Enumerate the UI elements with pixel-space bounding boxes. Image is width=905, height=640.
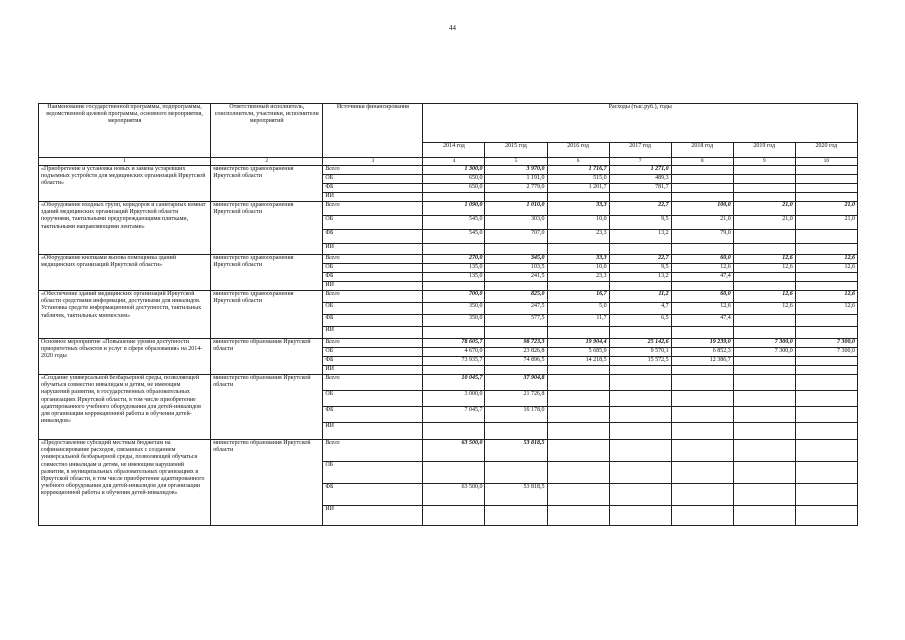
amount-cell — [547, 391, 609, 407]
amount-cell: 74 896,5 — [485, 357, 547, 366]
amount-cell: 22,7 — [609, 255, 671, 264]
amount-cell: 345,0 — [485, 255, 547, 264]
amount-cell: 781,7 — [609, 184, 671, 193]
amount-cell: 4 670,0 — [423, 348, 485, 357]
funding-source: ОБ — [323, 216, 423, 230]
amount-cell — [733, 184, 795, 193]
funding-source: ИИ — [323, 193, 423, 202]
amount-cell — [547, 244, 609, 255]
header-year: 2017 год — [609, 143, 671, 158]
amount-cell — [795, 440, 857, 462]
funding-source: Всего — [323, 375, 423, 391]
header-column-number: 6 — [547, 158, 609, 166]
page-number: 44 — [449, 24, 456, 32]
amount-cell: 10 045,7 — [423, 375, 485, 391]
funding-source: ОБ — [323, 391, 423, 407]
amount-cell — [423, 193, 485, 202]
amount-cell — [671, 166, 733, 175]
funding-source: ИИ — [323, 282, 423, 291]
amount-cell — [609, 282, 671, 291]
amount-cell — [671, 391, 733, 407]
amount-cell — [609, 193, 671, 202]
funding-source: Всего — [323, 255, 423, 264]
amount-cell — [423, 244, 485, 255]
amount-cell — [733, 315, 795, 327]
amount-cell — [795, 357, 857, 366]
amount-cell: 21,0 — [795, 216, 857, 230]
amount-cell: 135,0 — [423, 273, 485, 282]
amount-cell — [547, 282, 609, 291]
amount-cell: 350,0 — [423, 303, 485, 315]
amount-cell: 270,0 — [423, 255, 485, 264]
amount-cell — [609, 423, 671, 440]
header-year: 2018 год — [671, 143, 733, 158]
responsible-executor: министерство образования Иркутской области — [211, 440, 323, 526]
amount-cell — [485, 423, 547, 440]
amount-cell: 16,7 — [547, 291, 609, 303]
amount-cell — [671, 282, 733, 291]
amount-cell: 11,2 — [609, 291, 671, 303]
funding-source: ОБ — [323, 303, 423, 315]
amount-cell: 11,7 — [547, 315, 609, 327]
amount-cell — [671, 244, 733, 255]
header-year: 2020 год — [795, 143, 857, 158]
funding-source: Всего — [323, 291, 423, 303]
amount-cell: 515,0 — [547, 175, 609, 184]
amount-cell — [547, 484, 609, 506]
amount-cell — [733, 423, 795, 440]
program-name: «Предоставление субсидий местным бюджетам на софинансирование расходов, связанных с созданием универсальной безбарьерной среды, позволяющей обучаться совместно инвалидам и детям, не имеющим нарушений развития, в муниципальных образовательных организациях в Иркутской области, в том числе приобретение адаптированного учебного оборудования для детей-инвалидов для организации коррекционной работы и обучения детей-инвалидов» — [39, 440, 211, 526]
amount-cell — [733, 366, 795, 375]
amount-cell — [733, 193, 795, 202]
amount-cell — [485, 327, 547, 339]
amount-cell — [485, 193, 547, 202]
amount-cell — [795, 375, 857, 391]
amount-cell — [671, 175, 733, 184]
header-column-number: 5 — [485, 158, 547, 166]
amount-cell: 489,3 — [609, 175, 671, 184]
amount-cell — [485, 366, 547, 375]
amount-cell — [733, 166, 795, 175]
amount-cell — [609, 244, 671, 255]
table-row — [39, 339, 858, 348]
amount-cell — [547, 462, 609, 484]
amount-cell — [671, 184, 733, 193]
header-year: 2016 год — [547, 143, 609, 158]
funding-source: Всего — [323, 166, 423, 175]
amount-cell — [795, 423, 857, 440]
amount-cell: 700,0 — [423, 291, 485, 303]
funding-source: Всего — [323, 339, 423, 348]
table-row — [39, 255, 858, 264]
amount-cell: 78 605,7 — [423, 339, 485, 348]
amount-cell — [485, 282, 547, 291]
header-column-number: 2 — [211, 158, 323, 166]
amount-cell: 7 300,0 — [795, 348, 857, 357]
amount-cell — [795, 462, 857, 484]
amount-cell — [547, 366, 609, 375]
header-numbers-row — [39, 158, 858, 166]
amount-cell: 103,5 — [485, 264, 547, 273]
program-name: «Оборудование кнопками вызова помощника зданий медицинских организаций Иркутской области» — [39, 255, 211, 291]
amount-cell: 3 000,0 — [423, 391, 485, 407]
amount-cell: 19 239,0 — [671, 339, 733, 348]
amount-cell — [423, 462, 485, 484]
amount-cell — [733, 391, 795, 407]
table-body — [39, 166, 858, 526]
amount-cell: 23,3 — [547, 273, 609, 282]
amount-cell — [733, 506, 795, 526]
amount-cell: 1 010,0 — [485, 202, 547, 216]
amount-cell: 7 300,0 — [733, 348, 795, 357]
header-expenses: Расходы (тыс.руб.), годы — [423, 104, 858, 143]
amount-cell: 73 935,7 — [423, 357, 485, 366]
amount-cell: 63 500,0 — [423, 440, 485, 462]
amount-cell: 241,5 — [485, 273, 547, 282]
amount-cell — [423, 327, 485, 339]
amount-cell: 23 826,8 — [485, 348, 547, 357]
table-row — [39, 166, 858, 175]
responsible-executor: министерство образования Иркутской области — [211, 375, 323, 440]
amount-cell — [795, 193, 857, 202]
amount-cell — [671, 327, 733, 339]
amount-cell: 7 300,0 — [733, 339, 795, 348]
amount-cell: 545,0 — [423, 230, 485, 244]
table-row — [39, 291, 858, 303]
funding-source: ОБ — [323, 264, 423, 273]
amount-cell: 22,7 — [609, 202, 671, 216]
amount-cell — [609, 407, 671, 423]
amount-cell: 9,5 — [609, 216, 671, 230]
amount-cell: 247,5 — [485, 303, 547, 315]
amount-cell — [733, 462, 795, 484]
amount-cell: 5 685,9 — [547, 348, 609, 357]
amount-cell: 12,6 — [795, 255, 857, 264]
amount-cell — [609, 484, 671, 506]
amount-cell — [733, 230, 795, 244]
amount-cell: 9,5 — [609, 264, 671, 273]
amount-cell: 21,0 — [733, 216, 795, 230]
amount-cell — [485, 462, 547, 484]
amount-cell — [547, 327, 609, 339]
responsible-executor: министерство здравоохранения Иркутской области — [211, 166, 323, 202]
amount-cell: 53 818,5 — [485, 440, 547, 462]
header-column-number: 3 — [323, 158, 423, 166]
amount-cell — [733, 440, 795, 462]
amount-cell — [671, 366, 733, 375]
table-row — [39, 440, 858, 462]
amount-cell: 12,6 — [733, 255, 795, 264]
amount-cell: 13,2 — [609, 230, 671, 244]
amount-cell — [733, 407, 795, 423]
amount-cell — [609, 440, 671, 462]
amount-cell — [795, 391, 857, 407]
amount-cell — [795, 184, 857, 193]
amount-cell — [795, 282, 857, 291]
amount-cell — [609, 327, 671, 339]
funding-source: Всего — [323, 440, 423, 462]
amount-cell: 12,6 — [671, 264, 733, 273]
amount-cell — [547, 407, 609, 423]
amount-cell: 23,3 — [547, 230, 609, 244]
program-name: «Приобретение и установка новых и замена устаревших подъемных устройств для медицинских организаций Иркутской области» — [39, 166, 211, 202]
amount-cell: 100,0 — [671, 202, 733, 216]
amount-cell — [671, 484, 733, 506]
amount-cell: 650,0 — [423, 184, 485, 193]
amount-cell: 21,0 — [733, 202, 795, 216]
funding-source: ФБ — [323, 230, 423, 244]
amount-cell — [733, 273, 795, 282]
amount-cell: 1 191,0 — [485, 175, 547, 184]
header-column-number: 4 — [423, 158, 485, 166]
amount-cell: 63 500,0 — [423, 484, 485, 506]
amount-cell: 12 386,7 — [671, 357, 733, 366]
funding-source: ФБ — [323, 407, 423, 423]
amount-cell — [733, 175, 795, 184]
amount-cell — [671, 193, 733, 202]
funding-source: ОБ — [323, 348, 423, 357]
funding-source: Всего — [323, 202, 423, 216]
amount-cell — [547, 440, 609, 462]
funding-source: ИИ — [323, 366, 423, 375]
funding-source: ИИ — [323, 244, 423, 255]
header-program: Наименование государственной программы, подпрограммы, ведомственной целевой программы, основного мероприятия, мероприятия — [39, 104, 211, 158]
funding-source: ИИ — [323, 506, 423, 526]
amount-cell: 33,3 — [547, 202, 609, 216]
table-row — [39, 375, 858, 391]
amount-cell: 1 201,7 — [547, 184, 609, 193]
header-column-number: 7 — [609, 158, 671, 166]
header-year: 2015 год — [485, 143, 547, 158]
amount-cell — [733, 484, 795, 506]
responsible-executor: министерство здравоохранения Иркутской области — [211, 255, 323, 291]
amount-cell: 303,0 — [485, 216, 547, 230]
amount-cell: 10,0 — [547, 216, 609, 230]
funding-source: ФБ — [323, 484, 423, 506]
amount-cell — [423, 366, 485, 375]
amount-cell — [671, 375, 733, 391]
amount-cell: 6,5 — [609, 315, 671, 327]
amount-cell: 60,0 — [671, 255, 733, 264]
budget-table — [38, 103, 858, 526]
amount-cell — [423, 506, 485, 526]
amount-cell: 3 970,0 — [485, 166, 547, 175]
amount-cell — [609, 366, 671, 375]
amount-cell: 12,6 — [795, 264, 857, 273]
amount-cell: 135,0 — [423, 264, 485, 273]
amount-cell: 53 818,5 — [485, 484, 547, 506]
amount-cell: 650,0 — [423, 175, 485, 184]
amount-cell: 4,7 — [609, 303, 671, 315]
amount-cell: 10,0 — [547, 264, 609, 273]
amount-cell — [547, 375, 609, 391]
amount-cell — [795, 273, 857, 282]
amount-cell — [547, 193, 609, 202]
funding-source: ФБ — [323, 184, 423, 193]
amount-cell: 5,0 — [547, 303, 609, 315]
amount-cell: 25 142,6 — [609, 339, 671, 348]
amount-cell: 7 045,7 — [423, 407, 485, 423]
responsible-executor: министерство образования Иркутской области — [211, 339, 323, 375]
amount-cell: 21,0 — [671, 216, 733, 230]
amount-cell — [733, 327, 795, 339]
amount-cell — [795, 315, 857, 327]
header-source: Источники финансирования — [323, 104, 423, 158]
funding-source: ИИ — [323, 327, 423, 339]
amount-cell: 12,6 — [671, 303, 733, 315]
program-name: Основное мероприятие «Повышение уровня доступности приоритетных объектов и услуг в сфере образования» на 2014-2020 годы — [39, 339, 211, 375]
funding-source: ФБ — [323, 315, 423, 327]
amount-cell: 350,0 — [423, 315, 485, 327]
amount-cell — [795, 244, 857, 255]
amount-cell — [733, 375, 795, 391]
header-year: 2014 год — [423, 143, 485, 158]
amount-cell: 577,5 — [485, 315, 547, 327]
amount-cell: 12,6 — [795, 303, 857, 315]
funding-source: ОБ — [323, 462, 423, 484]
amount-cell: 707,0 — [485, 230, 547, 244]
amount-cell — [795, 506, 857, 526]
header-column-number: 10 — [795, 158, 857, 166]
amount-cell: 1 300,0 — [423, 166, 485, 175]
header-year: 2019 год — [733, 143, 795, 158]
amount-cell: 37 904,8 — [485, 375, 547, 391]
funding-source: ФБ — [323, 273, 423, 282]
amount-cell — [733, 357, 795, 366]
amount-cell — [733, 282, 795, 291]
funding-source: ФБ — [323, 357, 423, 366]
amount-cell — [609, 375, 671, 391]
amount-cell — [423, 282, 485, 291]
program-name: «Создание универсальной безбарьерной среды, позволяющей обучаться совместно инвалидам и детям, не имеющим нарушений развития, в государственных образовательных организациях Иркутской области, в том числе приобретение адаптированного учебного оборудования для детей-инвалидов для организации коррекционной работы и обучения детей-инвалидов» — [39, 375, 211, 440]
amount-cell: 16 178,0 — [485, 407, 547, 423]
amount-cell: 47,4 — [671, 315, 733, 327]
amount-cell — [795, 366, 857, 375]
amount-cell: 19 904,4 — [547, 339, 609, 348]
amount-cell — [795, 166, 857, 175]
responsible-executor: министерство здравоохранения Иркутской области — [211, 291, 323, 339]
header-column-number: 8 — [671, 158, 733, 166]
amount-cell — [795, 327, 857, 339]
amount-cell: 79,0 — [671, 230, 733, 244]
amount-cell — [485, 244, 547, 255]
amount-cell: 12,6 — [795, 291, 857, 303]
amount-cell — [671, 423, 733, 440]
amount-cell: 15 572,5 — [609, 357, 671, 366]
header-column-number: 1 — [39, 158, 211, 166]
amount-cell — [547, 423, 609, 440]
amount-cell — [485, 506, 547, 526]
amount-cell — [609, 391, 671, 407]
amount-cell — [795, 230, 857, 244]
amount-cell — [733, 244, 795, 255]
amount-cell — [609, 462, 671, 484]
program-name: «Оборудование входных групп, коридоров и санитарных комнат зданий медицинских организаций Иркутской области поручнями, тактильными предупреждающими плитками, тактильными направляющими лентами» — [39, 202, 211, 255]
amount-cell — [795, 484, 857, 506]
program-name: «Обеспечение зданий медицинских организаций Иркутской области средствами информации, доступными для инвалидов. Установка средств информационной доступности, тактильных табличек, тактильных мнемосхем» — [39, 291, 211, 339]
amount-cell: 6 852,3 — [671, 348, 733, 357]
amount-cell: 47,4 — [671, 273, 733, 282]
amount-cell: 1 090,0 — [423, 202, 485, 216]
amount-cell: 14 218,5 — [547, 357, 609, 366]
amount-cell: 13,2 — [609, 273, 671, 282]
amount-cell — [671, 407, 733, 423]
amount-cell: 12,6 — [733, 264, 795, 273]
amount-cell: 12,6 — [733, 291, 795, 303]
amount-cell: 21,0 — [795, 202, 857, 216]
header-responsible: Ответственный исполнитель, соисполнители, участники, исполнители мероприятий — [211, 104, 323, 158]
amount-cell: 33,3 — [547, 255, 609, 264]
amount-cell: 21 726,8 — [485, 391, 547, 407]
amount-cell — [547, 506, 609, 526]
amount-cell: 825,0 — [485, 291, 547, 303]
funding-source: ИИ — [323, 423, 423, 440]
amount-cell: 1 271,0 — [609, 166, 671, 175]
amount-cell: 98 723,3 — [485, 339, 547, 348]
amount-cell — [423, 423, 485, 440]
amount-cell — [795, 175, 857, 184]
amount-cell — [795, 407, 857, 423]
amount-cell — [671, 462, 733, 484]
amount-cell — [609, 506, 671, 526]
amount-cell: 545,0 — [423, 216, 485, 230]
amount-cell: 60,0 — [671, 291, 733, 303]
header-column-number: 9 — [733, 158, 795, 166]
responsible-executor: министерство здравоохранения Иркутской области — [211, 202, 323, 255]
amount-cell: 7 300,0 — [795, 339, 857, 348]
amount-cell: 1 716,7 — [547, 166, 609, 175]
funding-source: ОБ — [323, 175, 423, 184]
amount-cell: 2 779,0 — [485, 184, 547, 193]
amount-cell — [671, 440, 733, 462]
amount-cell — [671, 506, 733, 526]
amount-cell: 9 570,1 — [609, 348, 671, 357]
table-row — [39, 202, 858, 216]
amount-cell: 12,6 — [733, 303, 795, 315]
